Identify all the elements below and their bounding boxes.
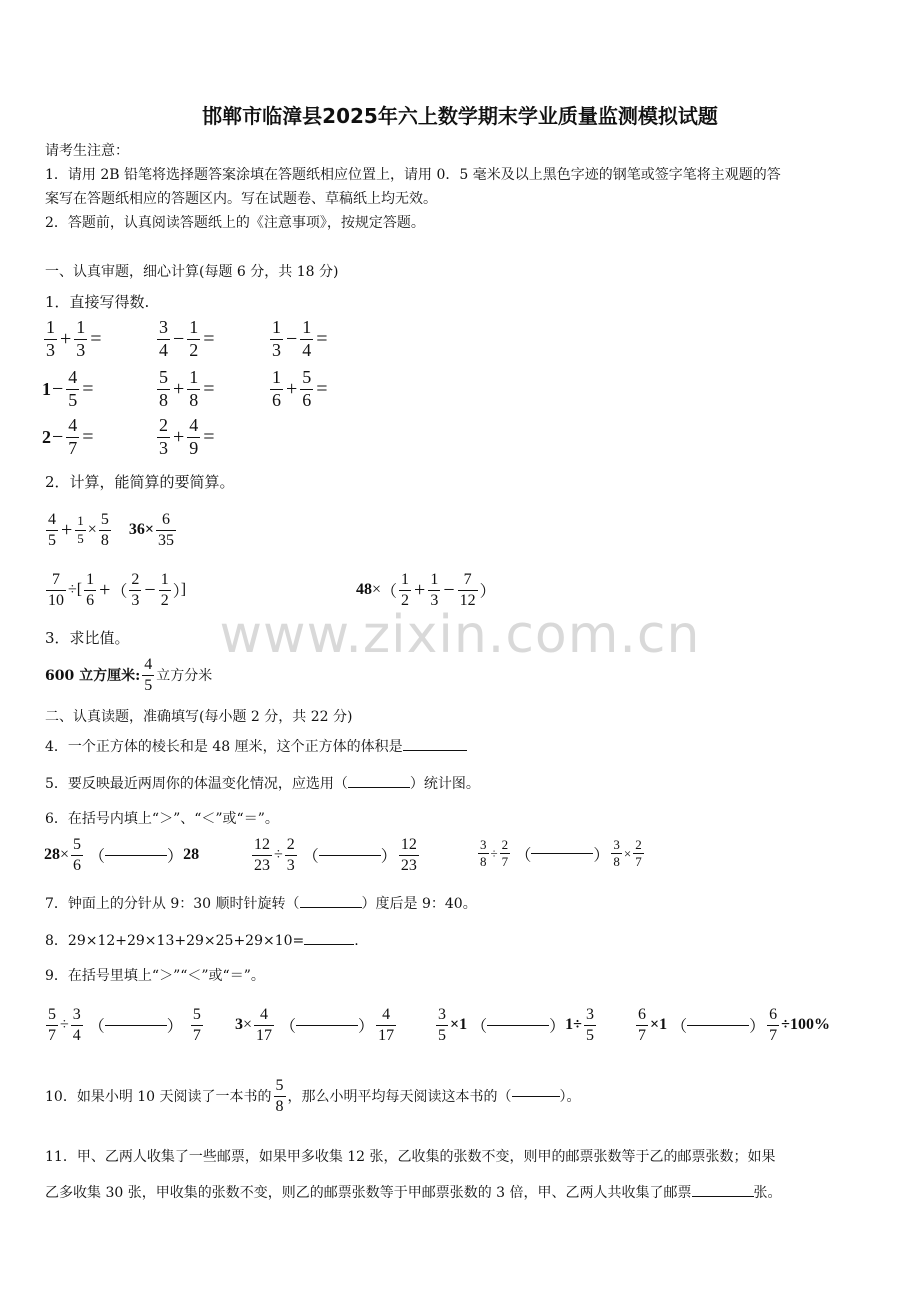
fraction: $\frac{4}{5}$ <box>144 656 153 694</box>
fraction: $\frac{1}{3}$ <box>430 571 439 609</box>
fraction: $\frac{5}{7}$ <box>192 1006 201 1044</box>
fraction: $\frac{1}{3}$ <box>272 317 281 360</box>
fraction: $\frac{1}{6}$ <box>272 367 281 410</box>
fraction: $\frac{2}{3}$ <box>159 415 168 458</box>
fraction: $\frac{6}{35}$ <box>157 511 174 549</box>
fraction: $\frac{3}{4}$ <box>159 317 168 360</box>
fraction: $\frac{3}{4}$ <box>72 1006 81 1044</box>
fraction: $\frac{1}{2}$ <box>189 317 199 360</box>
fraction: $\frac{3}{8}$ <box>613 837 620 870</box>
answer-blank <box>687 1025 749 1026</box>
q1-item-2: $\frac{3}{4}$ − $\frac{1}{2}$ = <box>159 317 215 360</box>
fraction: $\frac{7}{12}$ <box>459 571 476 609</box>
q1-item-6: $\frac{1}{6}$ + $\frac{5}{6}$ = <box>272 367 328 410</box>
answer-blank <box>512 1096 560 1097</box>
fraction: $\frac{5}{6}$ <box>302 367 312 410</box>
fraction: $\frac{1}{4}$ <box>302 317 312 360</box>
fraction: $\frac{12}{23}$ <box>400 836 417 874</box>
fraction: $\frac{1}{2}$ <box>160 571 169 609</box>
answer-blank <box>105 1025 167 1026</box>
fraction: $\frac{7}{10}$ <box>48 571 64 609</box>
q6-compare-1: 28× $\frac{5}{6}$ （ ）28 <box>44 836 200 874</box>
question-9: 9．在括号里填上“＞”“＜”或“＝”。 <box>45 968 265 984</box>
fraction: $\frac{3}{5}$ <box>438 1006 446 1044</box>
q1-item-4: 1− $\frac{4}{5}$ = <box>42 367 94 410</box>
section-1-heading: 一、认真审题，细心计算(每题 6 分，共 18 分) <box>45 264 339 280</box>
answer-blank <box>487 1025 549 1026</box>
answer-blank <box>348 787 410 788</box>
fraction: $\frac{5}{8}$ <box>159 367 168 410</box>
fraction: $\frac{3}{8}$ <box>480 837 487 870</box>
fraction: $\frac{3}{5}$ <box>585 1006 594 1044</box>
fraction: $\frac{1}{5}$ <box>77 513 84 546</box>
fraction: $\frac{4}{5}$ <box>48 511 56 549</box>
q9-compare-4: $\frac{6}{7}$ ×1 （ ） $\frac{6}{7}$ ÷100% <box>638 1006 830 1044</box>
answer-blank <box>105 855 167 856</box>
fraction: $\frac{6}{7}$ <box>769 1006 778 1044</box>
answer-blank <box>296 1025 358 1026</box>
notice-line-1a: 1．请用 2B 铅笔将选择题答案涂填在答题纸相应位置上，请用 0．5 毫米及以上黑色字迹的钢笔或签字笔将主观题的答 <box>45 167 781 183</box>
question-2-label: 2．计算，能简算的要简算。 <box>45 473 235 491</box>
fraction: $\frac{1}{3}$ <box>76 317 86 360</box>
answer-blank <box>403 750 467 751</box>
fraction: $\frac{1}{2}$ <box>401 571 410 609</box>
fraction: $\frac{4}{9}$ <box>189 415 199 458</box>
fraction: $\frac{1}{8}$ <box>189 367 199 410</box>
answer-blank <box>304 944 354 945</box>
answer-blank <box>531 853 593 854</box>
fraction: $\frac{2}{7}$ <box>635 837 642 870</box>
question-7: 7．钟面上的分针从 9：30 顺时针旋转（ ）度后是 9：40。 <box>45 896 477 912</box>
q6-compare-2: $\frac{12}{23}$ ÷ $\frac{2}{3}$ （ ） $\frac{12}{23}$ <box>254 836 417 874</box>
q2-expr-1: $\frac{4}{5}$ + $\frac{1}{5}$ × $\frac{5}{8}$ 36× $\frac{6}{35}$ <box>48 511 174 549</box>
answer-blank <box>692 1196 754 1197</box>
q2-expr-2: $\frac{7}{10}$ ÷[ $\frac{1}{6}$ +（ $\frac{2}{3}$ − $\frac{1}{2}$ ）] <box>48 571 187 609</box>
notice-heading: 请考生注意： <box>45 143 129 159</box>
question-11-line-1: 11．甲、乙两人收集了一些邮票，如果甲多收集 12 张，乙收集的张数不变，则甲的邮票张数等于乙的邮票张数；如果 <box>45 1149 776 1165</box>
fraction: $\frac{4}{17}$ <box>256 1006 273 1044</box>
question-5: 5．要反映最近两周你的体温变化情况，应选用（ ）统计图。 <box>45 776 480 792</box>
answer-blank <box>300 907 362 908</box>
fraction: $\frac{4}{5}$ <box>68 367 78 410</box>
page-title: 邯郸市临漳县2025年六上数学期末学业质量监测模拟试题 <box>202 104 718 128</box>
question-10: 10．如果小明 10 天阅读了一本书的 $\frac{5}{8}$ ，那么小明平均每天阅读这本书的（ ）。 <box>45 1077 581 1115</box>
q6-compare-3: $\frac{3}{8}$ ÷ $\frac{2}{7}$ （ ） $\frac{3}{8}$ × $\frac{2}{7}$ <box>480 837 642 870</box>
fraction: $\frac{1}{6}$ <box>86 571 95 609</box>
watermark-text: www.zixin.com.cn <box>219 605 701 665</box>
fraction: $\frac{4}{17}$ <box>378 1006 395 1044</box>
q9-compare-1: $\frac{5}{7}$ ÷ $\frac{3}{4}$ （ ） $\frac{5}{7}$ <box>48 1006 201 1044</box>
answer-blank <box>319 855 381 856</box>
fraction: $\frac{2}{3}$ <box>131 571 140 609</box>
question-8: 8．29×12+29×13+29×25+29×10= . <box>45 933 359 949</box>
fraction: $\frac{5}{8}$ <box>100 511 109 549</box>
q2-expr-3: 48×（ $\frac{1}{2}$ + $\frac{1}{3}$ − $\frac{7}{12}$ ） <box>356 571 496 609</box>
notice-line-2: 2．答题前，认真阅读答题纸上的《注意事项》，按规定答题。 <box>45 215 425 231</box>
q9-compare-3: $\frac{3}{5}$ ×1 （ ）1÷ $\frac{3}{5}$ <box>438 1006 594 1044</box>
q1-item-5: $\frac{5}{8}$ + $\frac{1}{8}$ = <box>159 367 215 410</box>
question-11-line-2: 乙多收集 30 张，甲收集的张数不变，则乙的邮票张数等于甲邮票张数的 3 倍，甲、乙两人共收集了邮票 张。 <box>45 1185 782 1201</box>
q1-item-1: $\frac{1}{3}$ + $\frac{1}{3}$ = <box>46 317 102 360</box>
fraction: $\frac{2}{7}$ <box>501 837 509 870</box>
q1-item-7: 2− $\frac{4}{7}$ = <box>42 415 94 458</box>
question-4: 4．一个正方体的棱长和是 48 厘米，这个正方体的体积是 <box>45 736 467 756</box>
fraction: $\frac{12}{23}$ <box>254 836 270 874</box>
section-2-heading: 二、认真读题，准确填写(每小题 2 分，共 22 分) <box>45 709 353 725</box>
fraction: $\frac{5}{8}$ <box>275 1077 284 1115</box>
question-6: 6．在括号内填上“＞”、“＜”或“＝”。 <box>45 811 279 827</box>
q1-item-8: $\frac{2}{3}$ + $\frac{4}{9}$ = <box>159 415 215 458</box>
fraction: $\frac{5}{6}$ <box>73 836 82 874</box>
q9-compare-2: 3× $\frac{4}{17}$ （ ） $\frac{4}{17}$ <box>235 1006 395 1044</box>
fraction: $\frac{2}{3}$ <box>286 836 295 874</box>
notice-line-1b: 案写在答题纸相应的答题区内。写在试题卷、草稿纸上均无效。 <box>45 191 437 207</box>
question-1-label: 1．直接写得数. <box>45 293 150 311</box>
fraction: $\frac{5}{7}$ <box>48 1006 56 1044</box>
q1-item-3: $\frac{1}{3}$ − $\frac{1}{4}$ = <box>272 317 328 360</box>
question-3-label: 3．求比值。 <box>45 629 130 647</box>
fraction: $\frac{4}{7}$ <box>68 415 78 458</box>
q3-ratio: 600 立方厘米: $\frac{4}{5}$ 立方分米 <box>45 656 213 694</box>
fraction: $\frac{6}{7}$ <box>638 1006 646 1044</box>
fraction: $\frac{1}{3}$ <box>46 317 55 360</box>
